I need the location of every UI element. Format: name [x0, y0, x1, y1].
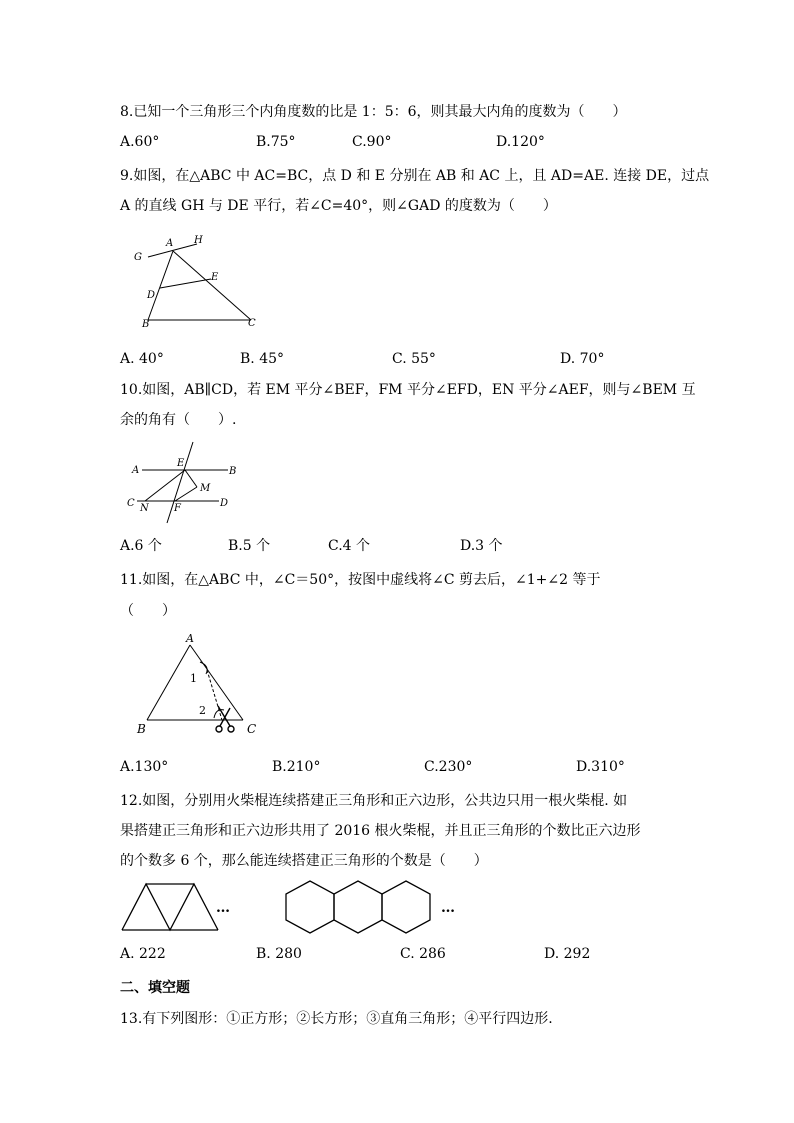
q12-stem-line3: 的个数多 6 个，那么能连续搭建正三角形的个数是（ ）	[120, 853, 488, 869]
q12-option-a: A. 222	[120, 946, 166, 962]
q10-parallel-lines-figure	[122, 440, 247, 525]
q10-option-d: D.3 个	[460, 538, 503, 554]
q9-option-c: C. 55°	[392, 351, 436, 367]
q11-stem-line2: （ ）	[120, 603, 176, 619]
q8-option-c: C.90°	[352, 134, 392, 150]
q11-label-c: C	[247, 722, 257, 736]
q9-label-h: H	[194, 235, 203, 246]
q12-stem-line1: 12.如图，分别用火柴棍连续搭建正三角形和正六边形，公共边只用一根火柴棍. 如	[120, 793, 628, 809]
q12-option-c: C. 286	[400, 946, 446, 962]
q11-triangle-cut-figure	[130, 630, 270, 745]
q9-triangle-figure	[125, 228, 275, 338]
q9-option-b: B. 45°	[240, 351, 285, 367]
q10-stem-line1: 10.如图，AB∥CD，若 EM 平分∠BEF，FM 平分∠EFD，EN 平分∠AEF，则与∠BEM 互	[120, 382, 696, 398]
q10-option-c: C.4 个	[328, 538, 371, 554]
q10-option-a: A.6 个	[120, 538, 162, 554]
q10-label-n: N	[140, 503, 149, 514]
q9-option-d: D. 70°	[560, 351, 605, 367]
q9-segment-de	[160, 279, 211, 288]
q12-ellipsis-right: …	[441, 900, 455, 916]
q11-label-b: B	[137, 722, 146, 736]
q8-option-a: A.60°	[120, 134, 160, 150]
q12-stem-line2: 果搭建正三角形和正六边形共用了 2016 根火柴棍，并且正三角形的个数比正六边形	[120, 823, 641, 839]
q12-hexagons	[286, 881, 430, 933]
q11-label-1: 1	[190, 672, 197, 685]
q10-label-e: E	[177, 458, 185, 469]
q9-side-ac	[173, 251, 251, 320]
q9-label-e: E	[211, 272, 219, 283]
q10-stem-line2: 余的角有（ ）.	[120, 412, 237, 428]
q9-side-ab	[148, 251, 173, 320]
q11-side-ac	[190, 645, 243, 720]
q11-option-d: D.310°	[576, 759, 625, 775]
q10-segment-em	[185, 470, 197, 487]
q11-stem-line1: 11.如图，在△ABC 中，∠C＝50°，按图中虚线将∠C 剪去后，∠1+∠2 等于	[120, 572, 601, 588]
q10-label-f: F	[174, 503, 181, 514]
q10-label-c: C	[127, 498, 135, 509]
q11-label-a: A	[186, 632, 194, 645]
q11-side-ab	[147, 645, 190, 720]
q10-option-b: B.5 个	[228, 538, 271, 554]
q9-label-b: B	[142, 319, 150, 330]
q11-cut-line	[207, 670, 222, 720]
q9-option-a: A. 40°	[120, 351, 164, 367]
q8-stem: 8.已知一个三角形三个内角度数的比是 1：5：6，则其最大内角的度数为（ ）	[120, 104, 627, 120]
q12-option-b: B. 280	[256, 946, 302, 962]
q12-matchstick-figure	[115, 878, 475, 940]
q8-option-b: B.75°	[256, 134, 296, 150]
q9-label-d: D	[147, 290, 156, 301]
q8-option-d: D.120°	[496, 134, 545, 150]
q9-label-c: C	[248, 318, 256, 329]
q11-option-a: A.130°	[120, 759, 169, 775]
section-title-fill-in: 二、填空题	[120, 980, 190, 996]
q9-stem-line1: 9.如图，在△ABC 中 AC=BC，点 D 和 E 分别在 AB 和 AC 上，且 AD=AE. 连接 DE，过点	[120, 168, 710, 184]
q9-stem-line2: A 的直线 GH 与 DE 平行，若∠C=40°，则∠GAD 的度数为（ ）	[120, 198, 557, 214]
q13-stem: 13.有下列图形：①正方形；②长方形；③直角三角形；④平行四边形.	[120, 1011, 553, 1027]
q12-ellipsis-left: …	[216, 900, 230, 916]
q10-label-a: A	[132, 465, 140, 476]
q10-label-d: D	[220, 498, 229, 509]
q9-label-a: A	[166, 238, 174, 249]
q10-label-m: M	[200, 483, 211, 494]
q12-triangles	[122, 884, 218, 930]
q9-label-g: G	[134, 252, 142, 263]
q11-option-b: B.210°	[272, 759, 321, 775]
q12-option-d: D. 292	[544, 946, 591, 962]
q10-label-b: B	[229, 466, 237, 477]
q11-label-2: 2	[199, 704, 206, 717]
q11-option-c: C.230°	[424, 759, 473, 775]
